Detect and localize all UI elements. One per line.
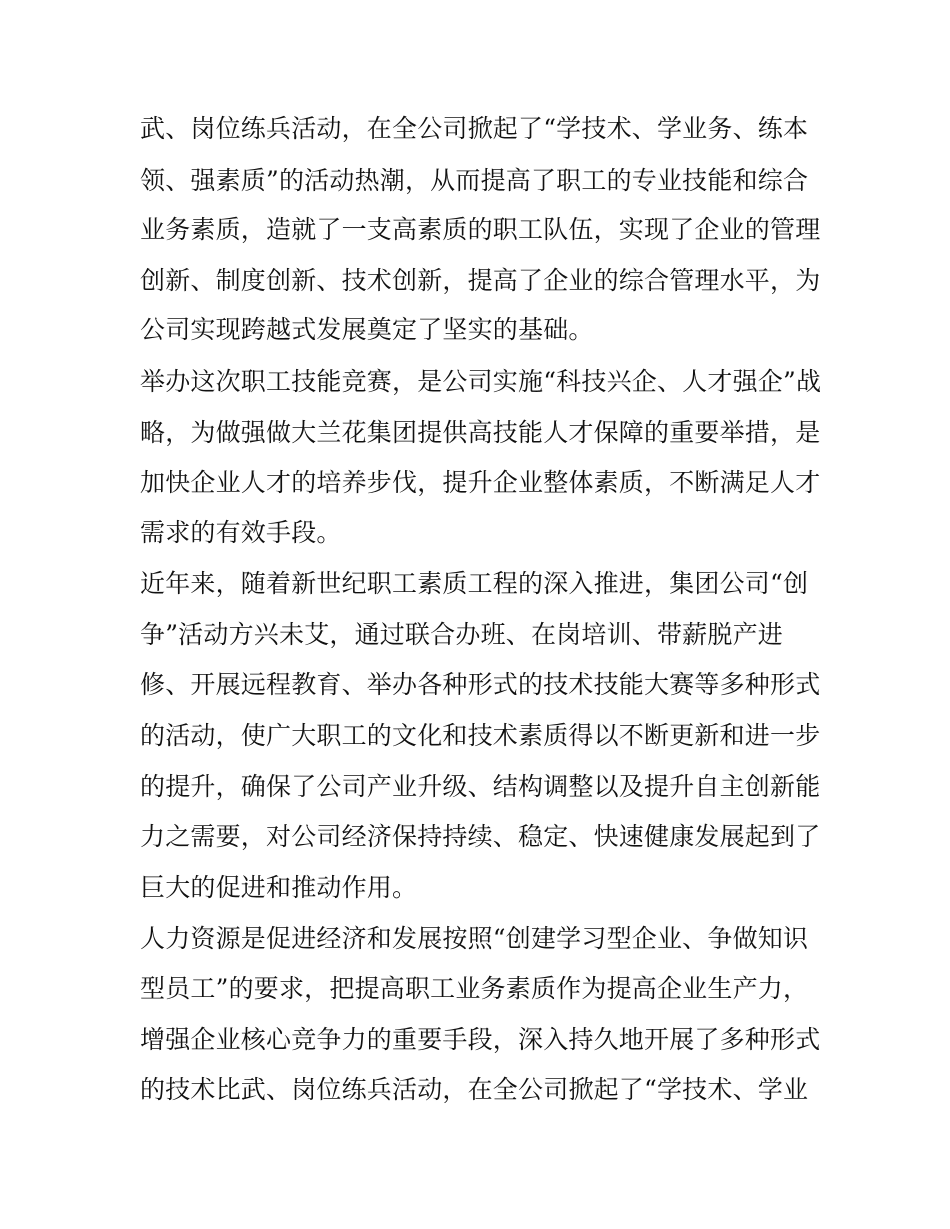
text-line: 增强企业核心竞争力的重要手段，深入持久地开展了多种形式: [140, 1025, 821, 1054]
text-line: 略，为做强做大兰花集团提供高技能人才保障的重要举措，是: [140, 418, 821, 447]
text-line: 的提升，确保了公司产业升级、结构调整以及提升自主创新能: [140, 772, 821, 801]
text-line: 巨大的促进和推动作用。: [140, 873, 418, 902]
text-line: 修、开展远程教育、举办各种形式的技术技能大赛等多种形式: [140, 670, 821, 699]
text-line: 武、岗位练兵活动，在全公司掀起了“学技术、学业务、练本: [140, 114, 809, 143]
text-line: 举办这次职工技能竞赛，是公司实施“科技兴企、人才强企”战: [140, 367, 822, 396]
text-line: 需求的有效手段。: [140, 518, 342, 547]
text-line: 加快企业人才的培养步伐，提升企业整体素质，不断满足人才: [140, 468, 821, 497]
text-line: 型员工”的要求，把提高职工业务素质作为提高企业生产力，: [140, 974, 809, 1003]
text-line: 力之需要，对公司经济保持持续、稳定、快速健康发展起到了: [140, 822, 821, 851]
text-line: 公司实现跨越式发展奠定了坚实的基础。: [140, 315, 594, 344]
text-line: 的活动，使广大职工的文化和技术素质得以不断更新和进一步: [140, 721, 821, 750]
text-line: 人力资源是促进经济和发展按照“创建学习型企业、争做知识: [140, 924, 809, 953]
text-line: 争”活动方兴未艾，通过联合办班、在岗培训、带薪脱产进: [140, 620, 783, 649]
text-line: 业务素质，造就了一支高素质的职工队伍，实现了企业的管理: [140, 215, 821, 244]
text-line: 的技术比武、岗位练兵活动，在全公司掀起了“学技术、学业: [140, 1075, 809, 1104]
text-line: 创新、制度创新、技术创新，提高了企业的综合管理水平，为: [140, 266, 821, 295]
text-line: 领、强素质”的活动热潮，从而提高了职工的专业技能和综合: [140, 166, 809, 195]
text-line: 近年来，随着新世纪职工素质工程的深入推进，集团公司“创: [140, 569, 809, 598]
